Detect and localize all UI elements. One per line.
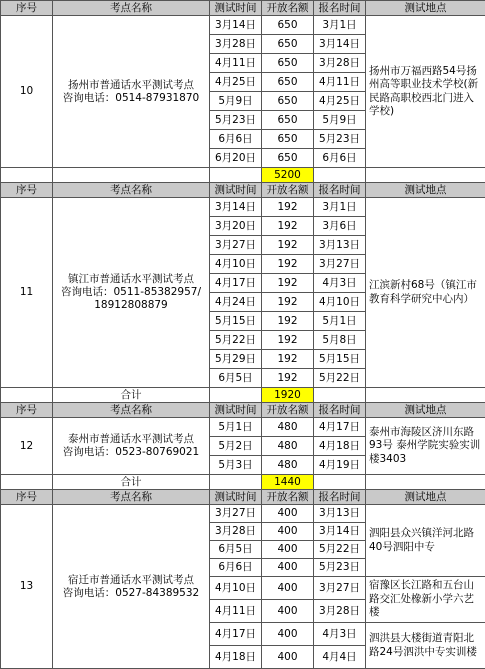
blank-cell (314, 475, 366, 490)
registration-date: 5月23日 (314, 130, 366, 149)
registration-date: 3月27日 (314, 577, 366, 600)
quota: 400 (262, 623, 314, 646)
table-body (1, 1, 485, 669)
header-location: 测试地点 (366, 183, 485, 198)
test-date: 3月27日 (210, 505, 262, 523)
blank-cell (314, 168, 366, 183)
registration-date: 3月28日 (314, 600, 366, 623)
total-label (53, 168, 210, 183)
registration-date: 3月6日 (314, 217, 366, 236)
header-reg: 报名时间 (314, 183, 366, 198)
quota: 192 (262, 255, 314, 274)
test-date: 4月17日 (210, 274, 262, 293)
table-row (1, 418, 485, 437)
table-row (1, 16, 485, 35)
quota: 650 (262, 130, 314, 149)
table-row (1, 505, 485, 523)
test-date: 4月11日 (210, 54, 262, 73)
blank-cell (1, 475, 53, 490)
test-date: 4月18日 (210, 646, 262, 669)
header-date: 测试时间 (210, 183, 262, 198)
header-row (1, 403, 485, 418)
test-date: 3月14日 (210, 198, 262, 217)
site-name (53, 505, 210, 669)
quota: 400 (262, 523, 314, 541)
registration-date: 3月14日 (314, 35, 366, 54)
quota: 650 (262, 35, 314, 54)
registration-date: 3月13日 (314, 236, 366, 255)
test-location: 泰州市海陵区济川东路93号 泰州学院实验实训楼3403 (366, 418, 485, 475)
test-location: 江滨新村68号（镇江市教育科学研究中心内） (366, 198, 485, 388)
registration-date: 3月1日 (314, 198, 366, 217)
header-quota: 开放名额 (262, 403, 314, 418)
total-quota: 5200 (262, 168, 314, 183)
test-date: 4月10日 (210, 255, 262, 274)
registration-date: 3月14日 (314, 523, 366, 541)
quota: 400 (262, 505, 314, 523)
header-row (1, 490, 485, 505)
test-date: 5月23日 (210, 111, 262, 130)
registration-date: 4月18日 (314, 437, 366, 456)
site-name-line: 18912808879 (94, 299, 168, 311)
test-date: 5月15日 (210, 312, 262, 331)
quota: 192 (262, 236, 314, 255)
registration-date: 4月3日 (314, 274, 366, 293)
site-name-line: 扬州市普通话水平测试考点 (68, 79, 194, 91)
header-location: 测试地点 (366, 1, 485, 16)
test-date: 6月6日 (210, 130, 262, 149)
site-name-line: 咨询电话：0514-87931870 (63, 92, 199, 104)
header-date: 测试时间 (210, 403, 262, 418)
quota: 650 (262, 149, 314, 168)
quota: 400 (262, 541, 314, 559)
registration-date: 4月17日 (314, 418, 366, 437)
site-name (53, 16, 210, 168)
site-seq: 10 (1, 16, 53, 168)
total-quota: 1440 (262, 475, 314, 490)
test-date: 6月20日 (210, 149, 262, 168)
quota: 192 (262, 198, 314, 217)
header-name: 考点名称 (53, 183, 210, 198)
site-name-line: 泰州市普通话水平测试考点 (68, 433, 194, 445)
blank-cell (366, 475, 485, 490)
header-reg: 报名时间 (314, 403, 366, 418)
test-date: 3月28日 (210, 35, 262, 54)
registration-date: 4月25日 (314, 92, 366, 111)
site-seq: 11 (1, 198, 53, 388)
registration-date: 5月9日 (314, 111, 366, 130)
header-quota: 开放名额 (262, 183, 314, 198)
blank-cell (210, 388, 262, 403)
test-date: 6月5日 (210, 369, 262, 388)
total-row (1, 388, 485, 403)
quota: 650 (262, 16, 314, 35)
test-location: 泗洪县大楼街道青阳北路24号泗洪中专实训楼 (366, 623, 485, 669)
quota: 192 (262, 312, 314, 331)
test-date: 4月10日 (210, 577, 262, 600)
registration-date: 6月6日 (314, 149, 366, 168)
total-quota: 1920 (262, 388, 314, 403)
total-label: 合计 (53, 388, 210, 403)
test-date: 5月29日 (210, 350, 262, 369)
registration-date: 3月13日 (314, 505, 366, 523)
registration-date: 5月22日 (314, 369, 366, 388)
test-date: 3月28日 (210, 523, 262, 541)
registration-date: 3月27日 (314, 255, 366, 274)
header-seq: 序号 (1, 1, 53, 16)
header-location: 测试地点 (366, 403, 485, 418)
blank-cell (1, 388, 53, 403)
total-label: 合计 (53, 475, 210, 490)
quota: 480 (262, 418, 314, 437)
registration-date: 5月15日 (314, 350, 366, 369)
site-name-line: 咨询电话：0527-84389532 (63, 587, 199, 599)
header-name: 考点名称 (53, 1, 210, 16)
test-date: 3月20日 (210, 217, 262, 236)
test-date: 3月27日 (210, 236, 262, 255)
registration-date: 4月19日 (314, 456, 366, 475)
registration-date: 5月1日 (314, 312, 366, 331)
blank-cell (366, 168, 485, 183)
header-name: 考点名称 (53, 403, 210, 418)
registration-date: 5月8日 (314, 331, 366, 350)
site-name-line: 咨询电话：0511-85382957/ (61, 286, 201, 298)
test-date: 5月1日 (210, 418, 262, 437)
site-name-line: 镇江市普通话水平测试考点 (68, 273, 194, 285)
quota: 480 (262, 456, 314, 475)
site-name-line: 宿迁市普通话水平测试考点 (68, 574, 194, 586)
blank-cell (366, 388, 485, 403)
header-reg: 报名时间 (314, 490, 366, 505)
test-date: 4月11日 (210, 600, 262, 623)
site-seq: 12 (1, 418, 53, 475)
test-date: 5月3日 (210, 456, 262, 475)
header-quota: 开放名额 (262, 1, 314, 16)
test-date: 4月25日 (210, 73, 262, 92)
blank-cell (1, 168, 53, 183)
header-seq: 序号 (1, 490, 53, 505)
quota: 400 (262, 646, 314, 669)
quota: 192 (262, 331, 314, 350)
test-location: 泗阳县众兴镇洋河北路40号泗阳中专 (366, 505, 485, 577)
quota: 192 (262, 350, 314, 369)
registration-date: 5月22日 (314, 541, 366, 559)
header-seq: 序号 (1, 403, 53, 418)
site-name (53, 418, 210, 475)
registration-date: 3月1日 (314, 16, 366, 35)
blank-cell (314, 388, 366, 403)
header-reg: 报名时间 (314, 1, 366, 16)
quota: 650 (262, 54, 314, 73)
quota: 192 (262, 217, 314, 236)
registration-date: 4月11日 (314, 73, 366, 92)
registration-date: 3月28日 (314, 54, 366, 73)
quota: 192 (262, 369, 314, 388)
test-date: 6月6日 (210, 559, 262, 577)
quota: 400 (262, 600, 314, 623)
quota: 650 (262, 111, 314, 130)
quota: 650 (262, 92, 314, 111)
test-date: 4月24日 (210, 293, 262, 312)
header-quota: 开放名额 (262, 490, 314, 505)
total-row (1, 475, 485, 490)
test-date: 4月17日 (210, 623, 262, 646)
test-date: 3月14日 (210, 16, 262, 35)
registration-date: 4月4日 (314, 646, 366, 669)
header-name: 考点名称 (53, 490, 210, 505)
header-seq: 序号 (1, 183, 53, 198)
header-row (1, 183, 485, 198)
test-date: 5月22日 (210, 331, 262, 350)
quota: 400 (262, 559, 314, 577)
test-date: 6月5日 (210, 541, 262, 559)
registration-date: 4月10日 (314, 293, 366, 312)
test-date: 5月2日 (210, 437, 262, 456)
quota: 192 (262, 293, 314, 312)
table-row (1, 198, 485, 217)
test-location: 宿豫区长江路和五台山路交汇处橡新小学六艺楼 (366, 577, 485, 623)
quota: 192 (262, 274, 314, 293)
site-name (53, 198, 210, 388)
quota: 400 (262, 577, 314, 600)
header-date: 测试时间 (210, 490, 262, 505)
quota: 480 (262, 437, 314, 456)
registration-date: 5月23日 (314, 559, 366, 577)
total-row (1, 168, 485, 183)
site-seq: 13 (1, 505, 53, 669)
blank-cell (210, 168, 262, 183)
blank-cell (210, 475, 262, 490)
registration-date: 4月3日 (314, 623, 366, 646)
header-date: 测试时间 (210, 1, 262, 16)
header-row (1, 1, 485, 16)
quota: 650 (262, 73, 314, 92)
test-location: 扬州市万福西路54号扬州高等职业技术学校(新民路高职校西北门进入学校) (366, 16, 485, 168)
header-location: 测试地点 (366, 490, 485, 505)
site-name-line: 咨询电话：0523-80769021 (63, 446, 199, 458)
test-date: 5月9日 (210, 92, 262, 111)
